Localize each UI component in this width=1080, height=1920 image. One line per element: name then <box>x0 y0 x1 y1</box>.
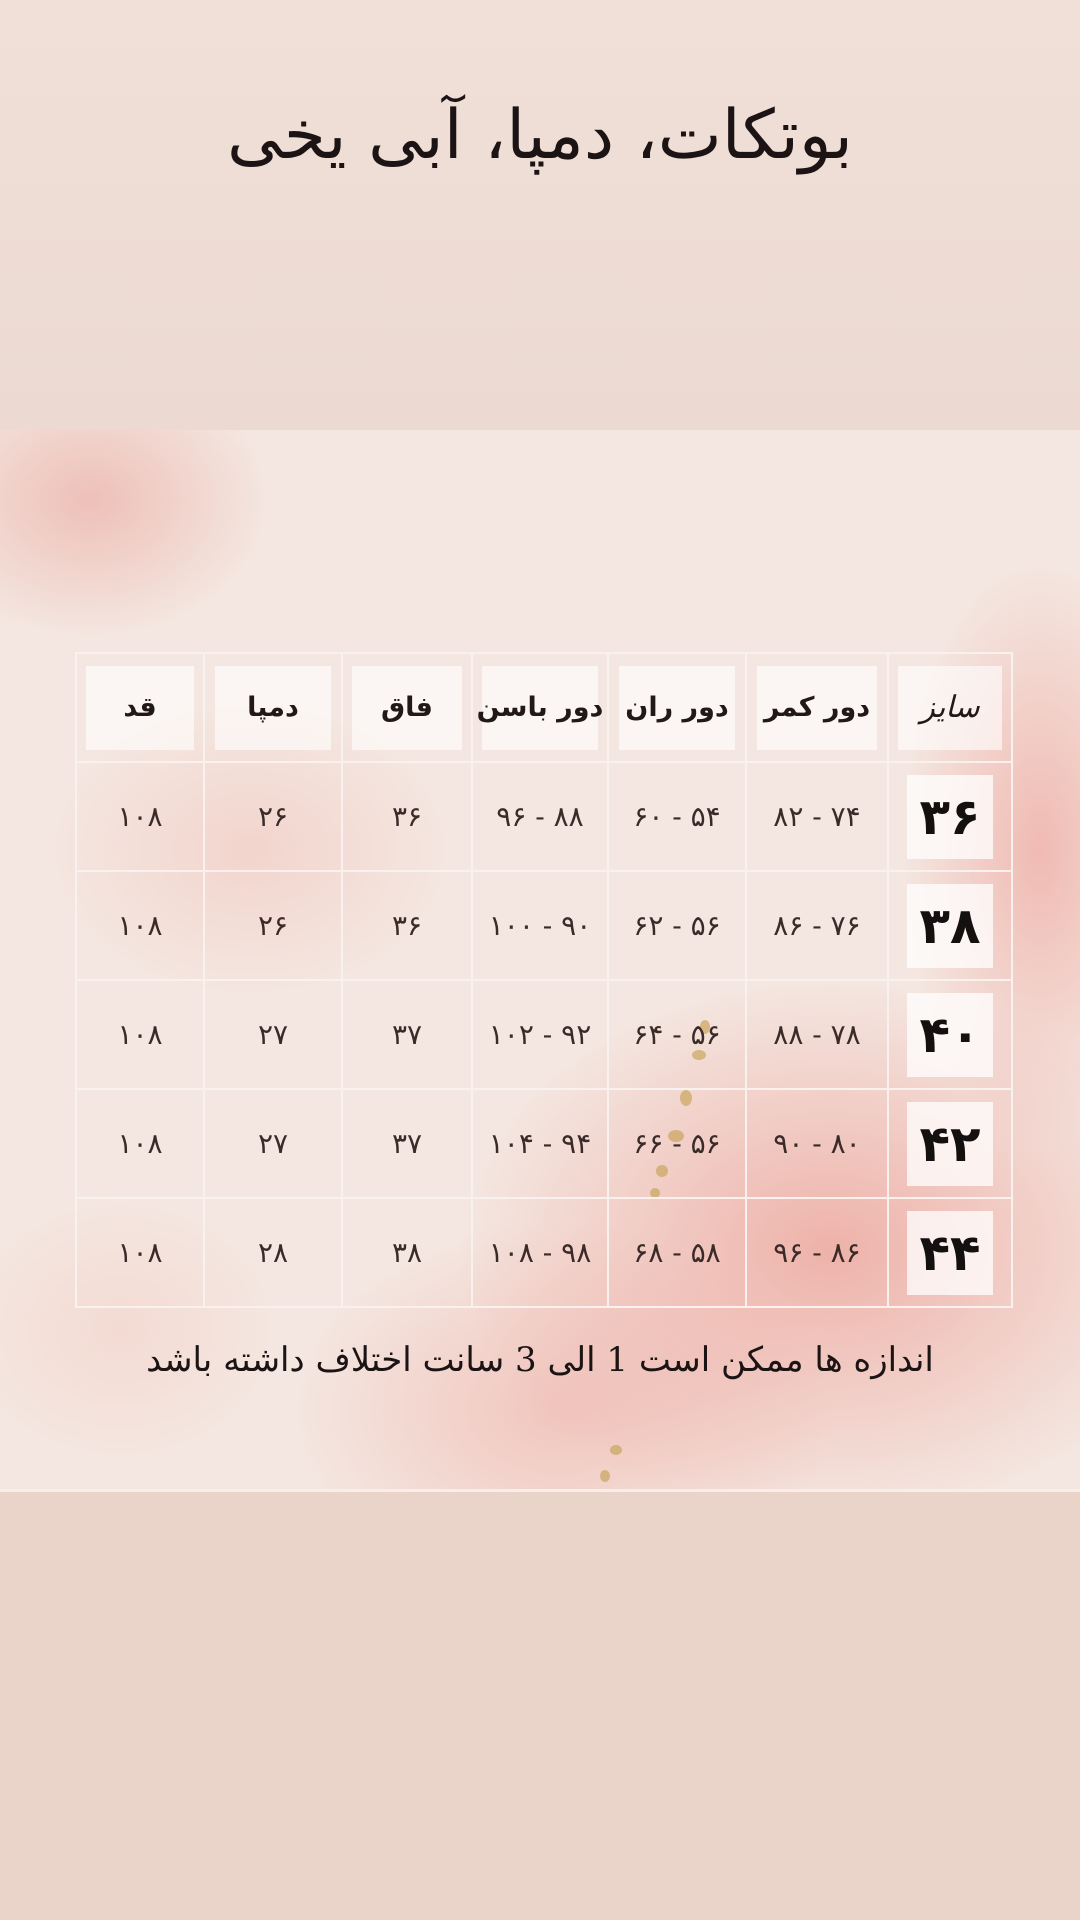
cell-thigh: ۵۶ - ۶۴ <box>608 980 746 1089</box>
header-label: دور ران <box>619 666 736 750</box>
cell-length: ۱۰۸ <box>76 1198 204 1307</box>
table-row <box>76 1198 1012 1307</box>
cell-length: ۱۰۸ <box>76 1089 204 1198</box>
size-value: ۳۸ <box>907 884 993 968</box>
gold-fleck <box>610 1445 622 1455</box>
header-length <box>76 653 204 762</box>
cell-thigh: ۵۶ - ۶۶ <box>608 1089 746 1198</box>
size-value: ۳۶ <box>907 775 993 859</box>
cell-rise: ۳۷ <box>342 1089 472 1198</box>
header-hip <box>472 653 608 762</box>
cell-waist: ۷۶ - ۸۶ <box>746 871 888 980</box>
cell-rise: ۳۶ <box>342 871 472 980</box>
header-label: سایز <box>898 666 1003 750</box>
cell-size <box>888 871 1012 980</box>
cell-thigh: ۵۴ - ۶۰ <box>608 762 746 871</box>
cell-length: ۱۰۸ <box>76 762 204 871</box>
size-value: ۴۰ <box>907 993 993 1077</box>
size-value: ۴۲ <box>907 1102 993 1186</box>
header-thigh <box>608 653 746 762</box>
cell-size <box>888 980 1012 1089</box>
cell-hem: ۲۸ <box>204 1198 342 1307</box>
cell-size <box>888 762 1012 871</box>
table-row <box>76 980 1012 1089</box>
cell-thigh: ۵۶ - ۶۲ <box>608 871 746 980</box>
header-label: دور باسن <box>482 666 597 750</box>
header-size <box>888 653 1012 762</box>
cell-size <box>888 1089 1012 1198</box>
top-background <box>0 0 1080 430</box>
page-title: بوتکات، دمپا، آبی یخی <box>227 96 853 175</box>
gold-fleck <box>600 1470 610 1482</box>
cell-waist: ۸۶ - ۹۶ <box>746 1198 888 1307</box>
table-header-row <box>76 653 1012 762</box>
cell-rise: ۳۶ <box>342 762 472 871</box>
header-label: قد <box>86 666 194 750</box>
bottom-background <box>0 1492 1080 1920</box>
cell-hem: ۲۶ <box>204 871 342 980</box>
cell-rise: ۳۸ <box>342 1198 472 1307</box>
size-table <box>75 652 1013 1308</box>
table-row <box>76 1089 1012 1198</box>
header-label: دور کمر <box>757 666 877 750</box>
cell-rise: ۳۷ <box>342 980 472 1089</box>
header-label: فاق <box>352 666 462 750</box>
cell-hip: ۹۸ - ۱۰۸ <box>472 1198 608 1307</box>
cell-waist: ۸۰ - ۹۰ <box>746 1089 888 1198</box>
header-hem <box>204 653 342 762</box>
cell-hip: ۹۰ - ۱۰۰ <box>472 871 608 980</box>
cell-length: ۱۰۸ <box>76 980 204 1089</box>
size-value: ۴۴ <box>907 1211 993 1295</box>
tolerance-note: اندازه ها ممکن است 1 الی 3 سانت اختلاف داشته باشد <box>146 1340 934 1380</box>
cell-hip: ۸۸ - ۹۶ <box>472 762 608 871</box>
cell-hem: ۲۷ <box>204 980 342 1089</box>
cell-waist: ۷۴ - ۸۲ <box>746 762 888 871</box>
table-row <box>76 762 1012 871</box>
cell-size <box>888 1198 1012 1307</box>
cell-hem: ۲۶ <box>204 762 342 871</box>
cell-hip: ۹۴ - ۱۰۴ <box>472 1089 608 1198</box>
cell-hip: ۹۲ - ۱۰۲ <box>472 980 608 1089</box>
table-row <box>76 871 1012 980</box>
header-label: دمپا <box>215 666 332 750</box>
header-waist <box>746 653 888 762</box>
cell-length: ۱۰۸ <box>76 871 204 980</box>
cell-thigh: ۵۸ - ۶۸ <box>608 1198 746 1307</box>
cell-hem: ۲۷ <box>204 1089 342 1198</box>
header-rise <box>342 653 472 762</box>
cell-waist: ۷۸ - ۸۸ <box>746 980 888 1089</box>
